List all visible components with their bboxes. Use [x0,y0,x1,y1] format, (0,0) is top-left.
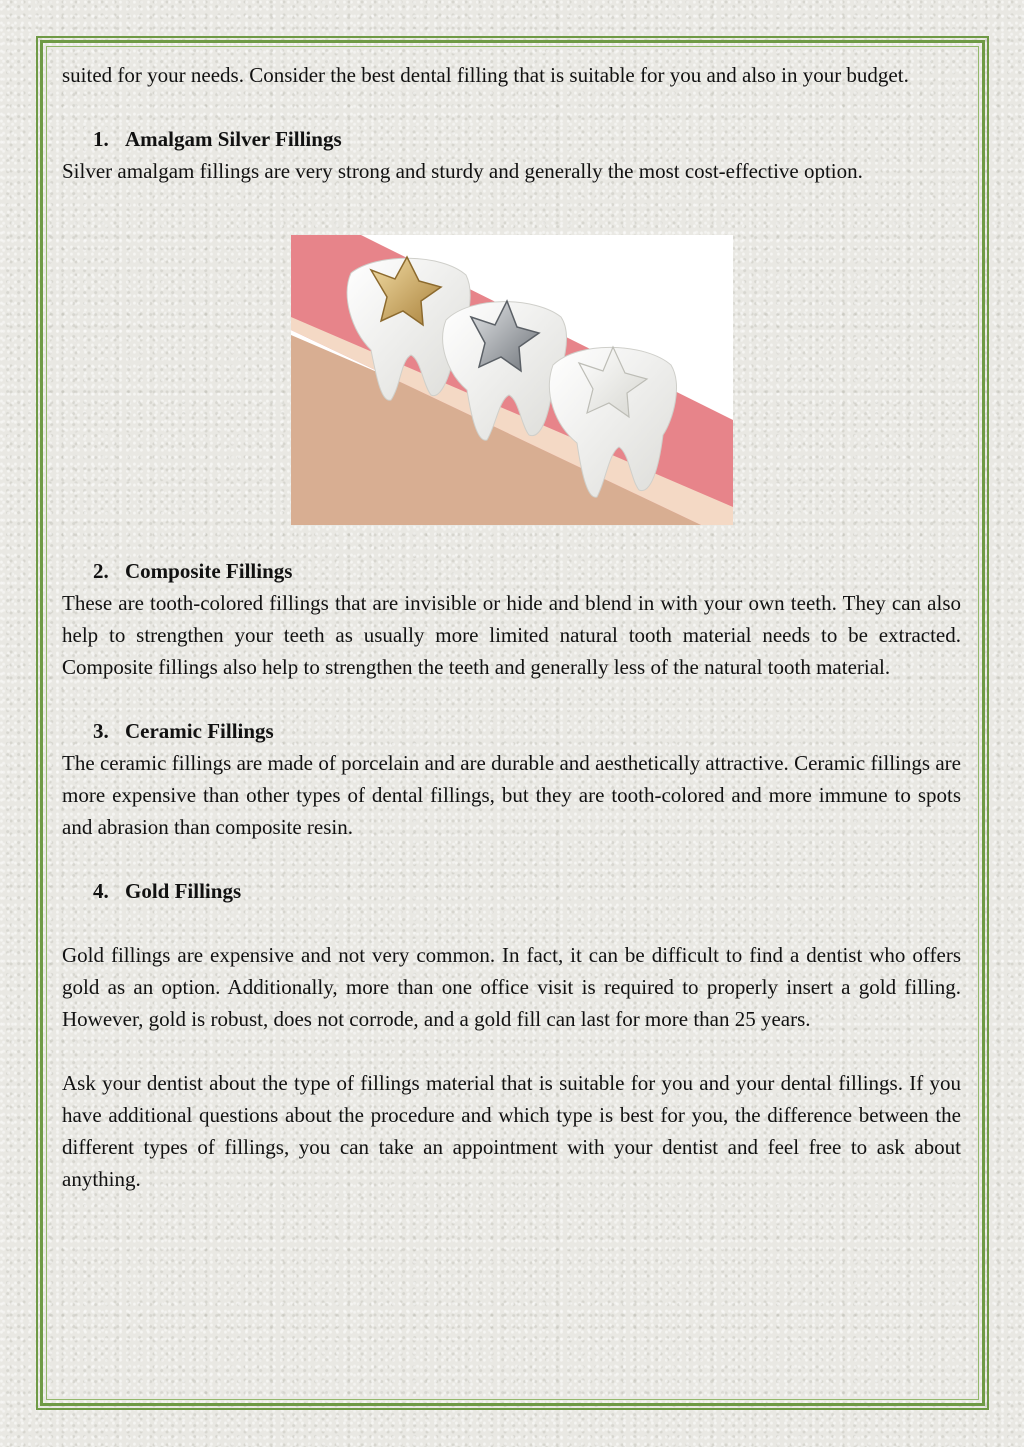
teeth-fillings-illustration [291,235,733,525]
section-body-composite: These are tooth-colored fillings that are invisible or hide and blend in with your own teeth. They can also help to strengthen your teeth as usually more limited natural tooth material needs to be extracted. Composite fillings also help to strengthen the teeth and generally less of the natural tooth material. [62,591,961,679]
section-heading-ceramic: 3. Ceramic Fillings [93,719,274,743]
section-body-ceramic: The ceramic fillings are made of porcelain and are durable and aesthetically attractive. Ceramic fillings are more expensive than other types of dental fillings, but they are tooth-colored and more immune to spots and abrasion than composite resin. [62,751,961,839]
section-body-amalgam: Silver amalgam fillings are very strong and sturdy and generally the most cost-effective option. [62,159,863,183]
section-body-gold: Gold fillings are expensive and not very common. In fact, it can be difficult to find a dentist who offers gold as an option. Additionally, more than one office visit is required to properly insert a gold filling. However, gold is robust, does not corrode, and a gold fill can last for more than 25 years. [62,943,961,1031]
document-body [62,59,961,1195]
section-heading-amalgam: 1. Amalgam Silver Fillings [93,127,342,151]
fillings-figure [62,187,961,555]
section-heading-composite: 2. Composite Fillings [93,559,293,583]
intro-paragraph: suited for your needs. Consider the best dental filling that is suitable for you and also in your budget. [62,63,909,87]
section-heading-gold: 4. Gold Fillings [93,879,242,903]
closing-paragraph: Ask your dentist about the type of fillings material that is suitable for you and your dental fillings. If you have additional questions about the procedure and which type is best for you, the difference between the different types of fillings, you can take an appointment with your dentist and feel free to ask about anything. [62,1071,961,1191]
